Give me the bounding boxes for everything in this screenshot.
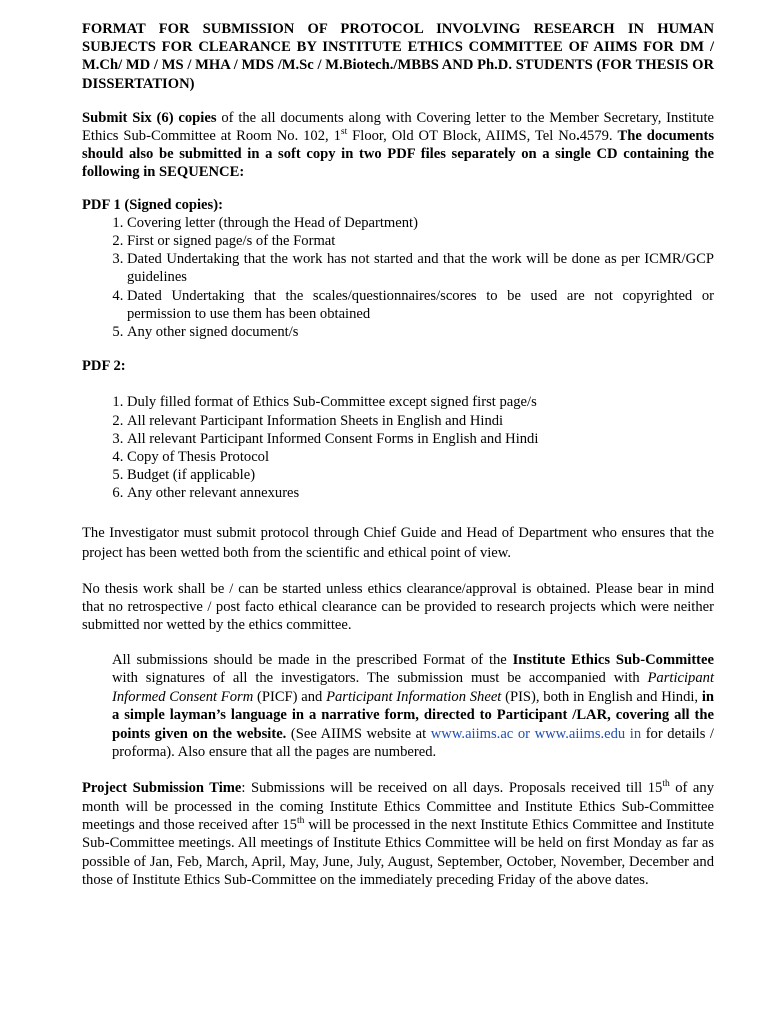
list-item: 3. Dated Undertaking that the work has not started and that the work will be done as per ICMR/GCP guidelines bbox=[127, 250, 714, 286]
list-item: 5. Any other signed document/s bbox=[127, 323, 714, 341]
ordinal-suffix: th bbox=[662, 779, 670, 790]
submissions-text-1: All submissions should be made in the prescribed Format of the bbox=[112, 651, 513, 668]
aiims-website-link[interactable]: www.aiims.ac or www.aiims.edu in bbox=[430, 725, 642, 742]
committee-name: Institute Ethics Sub-Committee bbox=[512, 651, 714, 668]
submit-soft-copy-note: The documents should also be submitted in a soft copy in two PDF files separately on a single CD containing the following in SEQUENCE: bbox=[82, 128, 715, 181]
picf-name: Participant Informed Consent Form bbox=[112, 670, 714, 705]
submission-time-paragraph bbox=[82, 779, 714, 889]
ordinal-suffix: th bbox=[296, 816, 305, 827]
no-thesis-paragraph: No thesis work shall be / can be started unless ethics clearance/approval is obtained. Please bear in mind that no retrospective / post facto ethical clearance can be provided to research projects which were neither submitted nor wetted by the ethics committee. bbox=[82, 580, 714, 634]
list-item: 2. First or signed page/s of the Format bbox=[127, 232, 714, 250]
pdf2-list bbox=[82, 393, 714, 502]
submission-time-lead: Project Submission Time bbox=[82, 780, 242, 797]
pdf2-label: PDF 2: bbox=[82, 358, 126, 375]
submit-bold-dot: . bbox=[576, 128, 580, 145]
submissions-text-4: (PIS), both in English and Hindi, bbox=[501, 688, 702, 705]
submission-time-text-3: will be processed in the next Institute Ethics Committee and Institute Sub-Committee meetings. All meetings of Institute Ethics Committee will be held on first Monday as far as possible of Jan, Feb, March, April, May, June, July, August, September, October, November, December and those of Institute Ethics Sub-Committee on the immediately preceding Friday of the above dates. bbox=[82, 816, 714, 888]
list-item: 1. Duly filled format of Ethics Sub-Committee except signed first page/s bbox=[127, 393, 714, 411]
list-item: 4. Dated Undertaking that the scales/questionnaires/scores to be used are not copyrighted or permission to use them has been obtained bbox=[127, 287, 714, 323]
document-page bbox=[82, 20, 714, 889]
submissions-text-6: for details / proforma). Also ensure that all the pages are numbered. bbox=[112, 725, 714, 760]
pdf1-label: PDF 1 (Signed copies): bbox=[82, 196, 223, 213]
submissions-paragraph bbox=[112, 651, 714, 761]
submit-text-2: Floor, Old OT Block, AIIMS, Tel No bbox=[347, 128, 577, 145]
submit-copies-lead: Submit Six (6) copies bbox=[82, 109, 217, 126]
list-item: 3. All relevant Participant Informed Consent Forms in English and Hindi bbox=[127, 430, 714, 448]
list-item: 1. Covering letter (through the Head of Department) bbox=[127, 214, 714, 232]
list-item: 5. Budget (if applicable) bbox=[127, 466, 714, 484]
submissions-text-5: (See AIIMS website at bbox=[286, 725, 431, 742]
submit-text-3: 4579. bbox=[579, 128, 618, 145]
pdf1-list bbox=[82, 214, 714, 341]
submissions-text-2: with signatures of all the investigators. The submission must be accompanied with bbox=[112, 670, 648, 687]
layman-language-note: in a simple layman’s language in a narrative form, directed to Participant /LAR, covering all the points given on the website. bbox=[112, 688, 714, 742]
submission-time-text-2: of any month will be processed in the coming Institute Ethics Committee and Institute Ethics Sub-Committee meetings and those received after 15 bbox=[82, 780, 714, 833]
submission-time-text-1: : Submissions will be received on all days. Proposals received till 15 bbox=[241, 780, 663, 797]
submit-text-1: of the all documents along with Covering letter to the Member Secretary, Institute Ethics Sub-Committee at Room No. 102, 1 bbox=[82, 109, 714, 145]
submissions-text-3: (PICF) and bbox=[253, 688, 327, 705]
pis-name: Participant Information Sheet bbox=[326, 688, 502, 705]
document-heading: FORMAT FOR SUBMISSION OF PROTOCOL INVOLVING RESEARCH IN HUMAN SUBJECTS FOR CLEARANCE BY INSTITUTE ETHICS COMMITTEE OF AIIMS FOR DM / M.Ch/ MD / MS / MHA / MDS /M.Sc / M.Biotech./MBBS AND Ph.D. STUDENTS (FOR THESIS OR DISSERTATION) bbox=[82, 21, 714, 92]
list-item: 6. Any other relevant annexures bbox=[127, 484, 714, 502]
list-item: 4. Copy of Thesis Protocol bbox=[127, 448, 714, 466]
investigator-paragraph: The Investigator must submit protocol through Chief Guide and Head of Department who ensures that the project has been wetted both from the scientific and ethical point of view. bbox=[82, 524, 714, 561]
list-item: 2. All relevant Participant Information Sheets in English and Hindi bbox=[127, 412, 714, 430]
floor-ordinal: st bbox=[340, 127, 348, 138]
submission-instructions bbox=[82, 109, 714, 182]
